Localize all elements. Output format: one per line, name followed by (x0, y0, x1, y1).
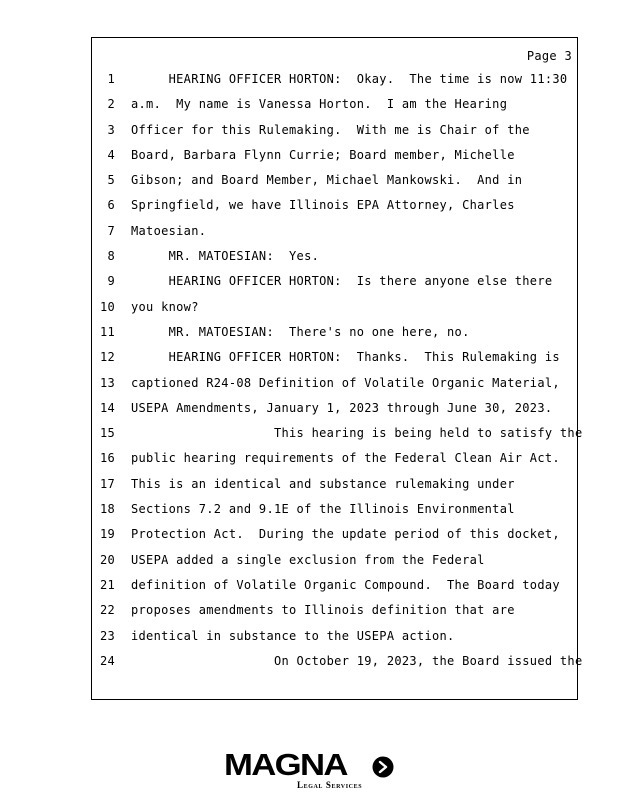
line-number: 17 (99, 476, 115, 491)
transcript-line (95, 450, 575, 475)
line-text: Sections 7.2 and 9.1E of the Illinois Environmental (131, 502, 515, 517)
line-text: Springfield, we have Illinois EPA Attorney, Charles (131, 198, 515, 213)
page-number: Page 3 (526, 49, 572, 63)
transcript-line (95, 223, 575, 248)
line-number: 4 (107, 147, 115, 162)
magna-logo (222, 748, 402, 794)
line-text: HEARING OFFICER HORTON: Thanks. This Rulemaking is (131, 350, 560, 365)
transcript-line (95, 552, 575, 577)
line-number: 14 (99, 400, 115, 415)
line-text: captioned R24-08 Definition of Volatile Organic Material, (131, 375, 560, 390)
line-number: 13 (99, 375, 115, 390)
arrow-circle-icon (372, 756, 394, 778)
transcript-line (95, 71, 575, 96)
line-number: 15 (99, 426, 115, 441)
transcript-line (95, 628, 575, 653)
transcript-line (95, 299, 575, 324)
line-text: Board, Barbara Flynn Currie; Board member, Michelle (131, 147, 515, 162)
transcript-line (95, 349, 575, 374)
transcript-line (95, 602, 575, 627)
line-text: This is an identical and substance rulemaking under (131, 476, 515, 491)
logo-tagline: Legal Services (297, 780, 363, 790)
line-number: 1 (107, 72, 115, 86)
line-text: MR. MATOESIAN: Yes. (131, 249, 320, 264)
line-text: Protection Act. During the update period of this docket, (131, 527, 560, 542)
line-text: HEARING OFFICER HORTON: Okay. The time is now 11:30 (131, 72, 568, 86)
transcript-line (95, 375, 575, 400)
line-number: 22 (99, 603, 115, 618)
line-text: Gibson; and Board Member, Michael Mankowski. And in (131, 173, 523, 188)
line-text: USEPA Amendments, January 1, 2023 through June 30, 2023. (131, 400, 553, 415)
line-text: Matoesian. (131, 223, 207, 238)
transcript-line (95, 147, 575, 172)
transcript-line (95, 501, 575, 526)
transcript-line (95, 248, 575, 273)
line-number: 21 (99, 577, 115, 592)
line-text: definition of Volatile Organic Compound. The Board today (131, 577, 560, 592)
line-text: USEPA added a single exclusion from the Federal (131, 552, 485, 567)
line-number: 5 (107, 173, 115, 188)
line-text: MR. MATOESIAN: There's no one here, no. (131, 324, 470, 339)
line-number: 23 (99, 628, 115, 643)
transcript-line (95, 96, 575, 121)
transcript-lines (95, 71, 583, 678)
line-number: 16 (99, 451, 115, 466)
transcript-line (95, 476, 575, 501)
logo-wordmark: MAGNA (224, 747, 347, 782)
line-text: identical in substance to the USEPA action. (131, 628, 455, 643)
transcript-line (95, 324, 575, 349)
line-number: 20 (99, 552, 115, 567)
transcript-line (95, 653, 583, 678)
transcript-line (95, 400, 575, 425)
transcript-line (95, 526, 575, 551)
line-number: 2 (107, 97, 115, 112)
transcript-line (95, 172, 575, 197)
line-text: This hearing is being held to satisfy the (131, 426, 583, 441)
line-number: 11 (99, 324, 115, 339)
line-number: 18 (99, 502, 115, 517)
line-number: 24 (99, 653, 115, 668)
line-number: 9 (107, 274, 115, 289)
line-number: 12 (99, 350, 115, 365)
line-text: a.m. My name is Vanessa Horton. I am the Hearing (131, 97, 508, 112)
line-number: 10 (99, 299, 115, 314)
line-text: you know? (131, 299, 199, 314)
transcript-line (95, 577, 575, 602)
line-number: 19 (99, 527, 115, 542)
transcript-line (95, 197, 575, 222)
line-text: Officer for this Rulemaking. With me is Chair of the (131, 122, 530, 137)
line-number: 3 (107, 122, 115, 137)
line-text: HEARING OFFICER HORTON: Is there anyone else there (131, 274, 553, 289)
line-number: 6 (107, 198, 115, 213)
transcript-line (95, 122, 575, 147)
transcript-line (95, 273, 575, 298)
line-number: 7 (107, 223, 115, 238)
transcript-line (95, 425, 583, 450)
line-text: proposes amendments to Illinois definition that are (131, 603, 515, 618)
line-number: 8 (107, 249, 115, 264)
line-text: On October 19, 2023, the Board issued the (131, 653, 583, 668)
line-text: public hearing requirements of the Federal Clean Air Act. (131, 451, 560, 466)
